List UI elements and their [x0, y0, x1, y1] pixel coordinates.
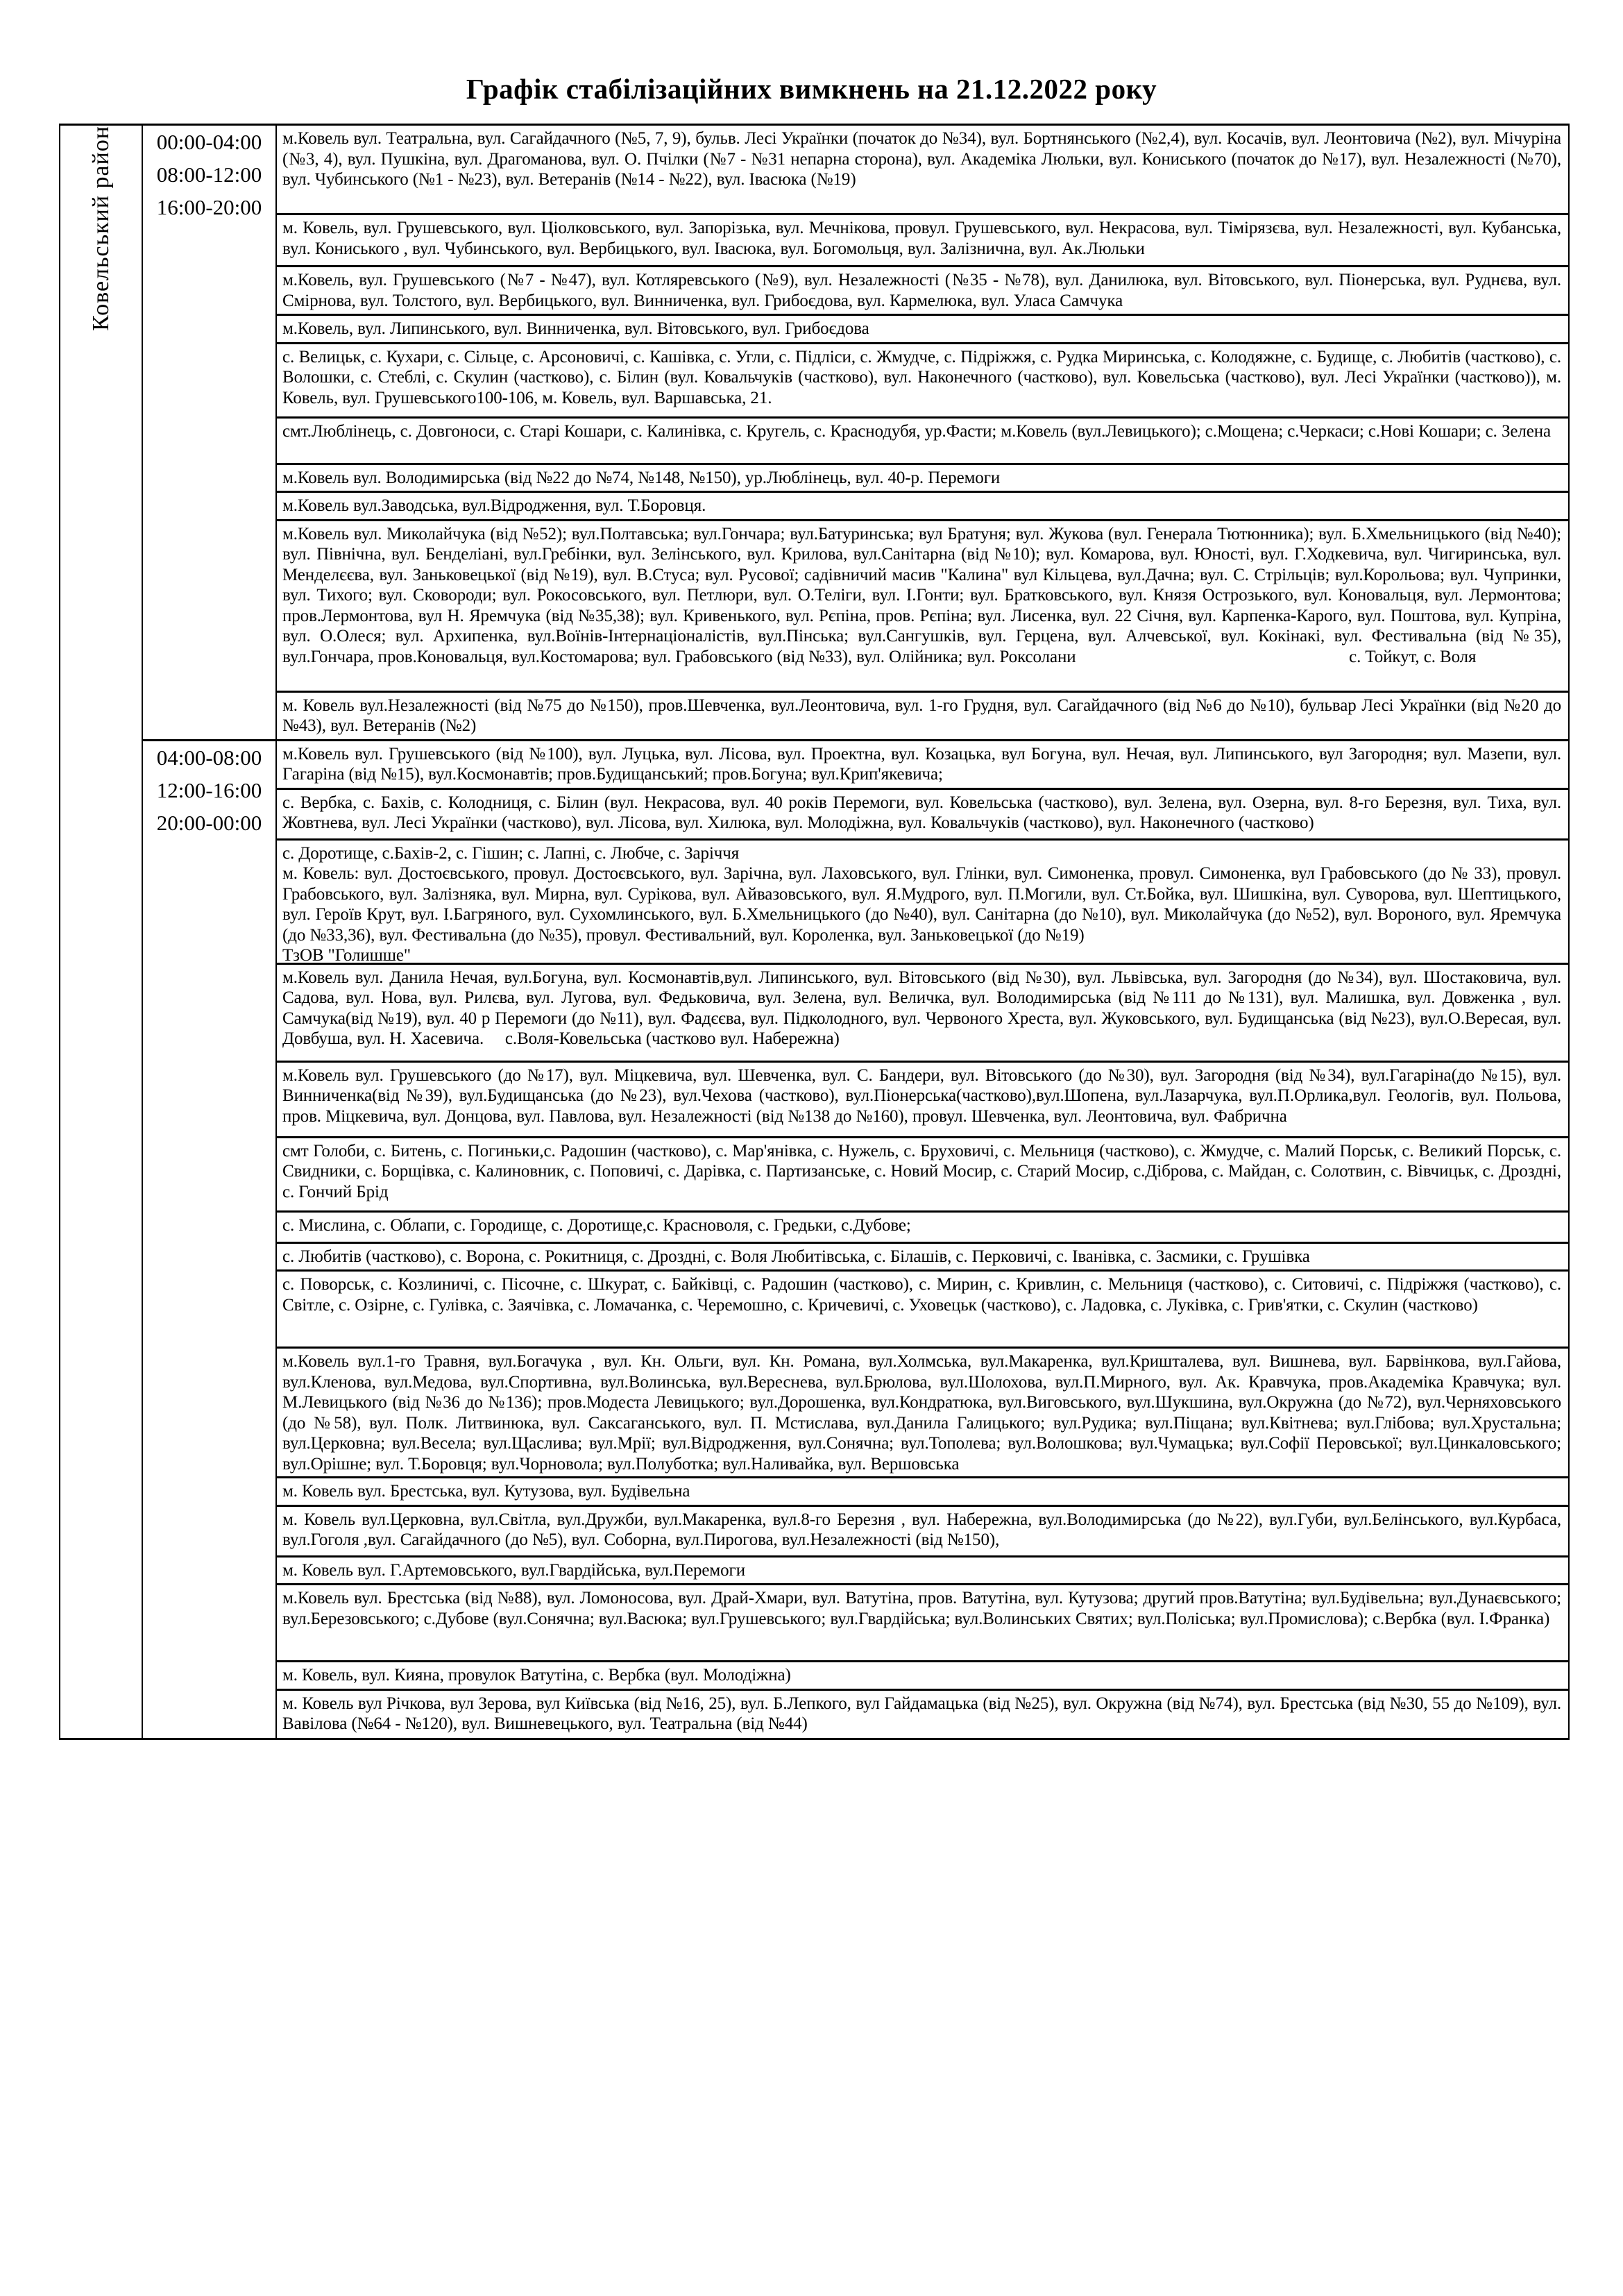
- outage-row: [60, 1478, 1569, 1506]
- outage-row: [60, 740, 1569, 788]
- street-list-part: ТзОВ "Голишше": [282, 946, 411, 963]
- outage-row: [60, 963, 1569, 1061]
- street-list-part: м. Ковель: вул. Достоєвського, провул. Достоєвського, вул. Зарічна, вул. Лаховського, вул. Глінки, вул. Симоненка, провул. Симоненка, вул Грабовського (до № 33), провул. Грабовського, вул. Залізняка, вул. Мирна, вул. Сурікова, вул. Айвазовського, вул. Я.Мудрого, вул. П.Могили, вул. Ст.Бойка, вул. Шишкіна, вул. Суворова, вул. Шептицького, вул. Героїв Крут, вул. І.Багряного, вул. Сухомлинського, вул. Б.Хмельницького (до №40), вул. Санітарна (до №10), вул. Миколайчука (до №52), вул. Вороного, вул. Яремчука (до №33,36), вул. Фестивальна (до №35), провул. Фестивальний, вул. Короленка, вул. Заньковецької (до №19): [282, 864, 1561, 945]
- page-title: Графік стабілізаційних вимкнень на 21.12.2022 року: [466, 73, 1157, 105]
- street-list: смт.Люблінець, с. Довгоноси, с. Старі Кошари, с. Калинівка, с. Кругель, с. Краснодубя, ур.Фасти; м.Ковель (вул.Левицького); с.Мощена; с.Черкаси; с.Нові Кошари; с. Зелена: [282, 421, 1552, 441]
- street-list: м. Ковель вул.Незалежності (від №75 до №150), пров.Шевченка, вул.Леонтовича, вул. 1-го Грудня, вул. Сагайдачного (від №6 до №10), бульвар Лесі Українки (від №20 до №43), вул. Ветеранів (№2): [282, 695, 1561, 735]
- outage-row: [60, 1061, 1569, 1137]
- outage-row: [60, 520, 1569, 691]
- outage-row: [60, 492, 1569, 521]
- time-group-2-cell: [142, 740, 276, 1739]
- outage-row: [60, 343, 1569, 417]
- street-list: м.Ковель вул. Театральна, вул. Сагайдачного (№5, 7, 9), бульв. Лесі Українки (початок до №34), вул. Бортнянського (№2,4), вул. Косачів, вул. Леонтовича (№2), вул. Мічуріна (№3, 4), вул. Пушкіна, вул. Драгоманова, вул. О. Пчілки (№7 - №31 непарна сторона), вул. Академіка Люльки, вул. Кониського (початок до №17), вул. Незалежності (№70), вул. Чубинського (№1 - №23), вул. Ветеранів (№14 - №22), вул. Івасюка (№19): [282, 129, 1561, 189]
- street-list: м.Ковель вул.1-го Травня, вул.Богачука , вул. Кн. Ольги, вул. Кн. Романа, вул.Холмська, вул.Макаренка, вул.Кришталева, вул. Вишнева, вул. Барвінкова, вул.Гайова, вул.Кленова, вул.Медова, вул.Спортивна, вул.Волинська, вул.Вереснева, вул.Брюлова, вул.Шолохова, вул.П.Мирного, вул. Ак. Кравчука, пров.Академіка Кравчука; вул. М.Левицького (від №36 до №136); пров.Модеста Левицького; вул.Дорошенка, вул.Кондратюка, вул.Виговського, вул.Шукшина, вул.Окружна (до №72), вул.Черняховського (до №58), вул. Полк. Литвинюка, вул. Саксаганського, вул. П. Мстислава, вул.Данила Галицького; вул.Рудика; вул.Піщана; вул.Квітнева; вул.Глібова; вул.Хрустальна; вул.Церковна; вул.Весела; вул.Щаслива; вул.Мрії; вул.Відродження, вул.Сонячна; вул.Тополева; вул.Волошкова; вул.Чумацька; вул.Софії Перовської; вул.Цинкаловського; вул.Орішне; вул. Т.Боровця; вул.Чорновола; вул.Полуботка; вул.Наливайка, вул. Вершовська: [282, 1352, 1561, 1474]
- street-list: м.Ковель вул. Данила Нечая, вул.Богуна, вул. Космонавтів,вул. Липинського, вул. Вітовського (від №30), вул. Львівська, вул. Загородня (до №34), вул. Шостаковича, вул. Садова, вул. Нова, вул. Рилєва, вул. Лугова, вул. Федьковича, вул. Зелена, вул. Величка, вул. Володимирська (від №111 до №131), вул. Малишка, вул. Довженка , вул. Самчука(від №19), вул. 40 р Перемоги (до №11), вул. Фадєєва, вул. Підколодного, вул. Червоного Хреста, вул. Жуковського, вул. Будищанська (від №23), вул.О.Вересая, вул. Довбуша, вул. Н. Хасевича. с.Воля-Ковельська (частково вул. Набережна): [282, 968, 1566, 1048]
- outage-row: [60, 1211, 1569, 1242]
- street-list: м.Ковель вул. Грушевського (від №100), вул. Луцька, вул. Лісова, вул. Проектна, вул. Козацька, вул Богуна, вул. Нечая, вул. Липинського, вул Загородня; вул. Мазепи, вул. Гагаріна (від №15), вул.Космонавтів; пров.Будищанський; пров.Богуна; вул.Крип'якевича;: [282, 744, 1561, 784]
- outage-row: [60, 1137, 1569, 1211]
- street-list: с. Поворськ, с. Козлиничі, с. Пісочне, с. Шкурат, с. Байківці, с. Радошин (частково), с. Мирин, с. Кривлин, с. Мельниця (частково), с. Ситовичі, с. Підріжжя (частково), с. Світле, с. Озірне, с. Гулівка, с. Заячівка, с. Ломачанка, с. Черемошно, с. Кричевичі, с. Уховецьк (частково), с. Ладовка, с. Луківка, с. Грив'ятки, с. Скулин (частково): [282, 1275, 1561, 1315]
- outage-row: [60, 1348, 1569, 1478]
- street-list: м.Ковель вул. Миколайчука (від №52); вул.Полтавська; вул.Гончара; вул.Батуринська; вул Братуня; вул. Жукова (вул. Генерала Тютюнника); вул. Б.Хмельницького (від №40); вул. Північна, вул. Бенделіані, вул.Гребінки, вул. Зелінського, вул. Крилова, вул.Санітарна (від №10); вул. Комарова, вул. Юності, вул. Г.Ходкевича, вул. Чигиринська, вул. Менделєєва, вул. Заньковецької (від №19), вул. В.Стуса; вул. Русової; садівничий масив "Калина" вул Кільцева, вул.Дачна; вул. С. Стрільців; вул.Корольова; вул. Чупринки, вул. Тихого; вул. Сковороди; вул. Рокосовського, вул. Петлюри, вул. О.Теліги, вул. І.Гонти; вул. Братковського, вул. Князя Острозького, вул. Коновальця, вул. Лермонтова; пров.Лермонтова, вул Н. Яремчука (від №35,38); вул. Кривенького, вул. Рєпіна, пров. Рєпіна; вул. Лисенка, вул. 22 Січня, вул. Карпенка-Карого, вул. Поштова, вул. Купріна, вул. О.Олеся; вул. Архипенка, вул.Воїнів-Інтернаціоналістів, вул.Пінська; вул.Сангушків, вул. Герцена, вул. Алчевської, вул. Кокінакі, вул. Фестивальна (від №35), вул.Гончара, пров.Коновальця, вул.Костомарова; вул. Грабовського (від №33), вул. Олійника; вул. Роксолани с. Тойкут, с. Воля: [282, 524, 1566, 666]
- outage-row: [60, 1585, 1569, 1662]
- outage-row: [60, 839, 1569, 963]
- street-list: с. Мислина, с. Облапи, с. Городище, с. Доротище,с. Красноволя, с. Гредьки, с.Дубове;: [282, 1215, 911, 1235]
- outage-row: [60, 1689, 1569, 1739]
- district-cell: [60, 125, 142, 1739]
- outage-row: [60, 1505, 1569, 1556]
- outage-row: [60, 1271, 1569, 1348]
- outage-schedule-table: [59, 124, 1570, 1740]
- outage-row: [60, 1662, 1569, 1690]
- street-list: с. Любитів (частково), с. Ворона, с. Рокитниця, с. Дроздні, с. Воля Любитівська, с. Білашів, с. Перковичі, с. Іванівка, с. Засмики, с. Грушівка: [282, 1247, 1310, 1266]
- time-slot: 00:00-04:00: [156, 130, 262, 154]
- outage-row: [60, 1556, 1569, 1585]
- time-slot: 12:00-16:00: [156, 777, 262, 802]
- outage-row: [60, 417, 1569, 464]
- street-list: смт Голоби, с. Битень, с. Погиньки,с. Радошин (частково), с. Мар'янівка, с. Нужель, с. Бруховичі, с. Мельниця (частково), с. Жмудче, с. Малий Порськ, с. Великий Порськ, с. Свидники, с. Борщівка, с. Калиновник, с. Поповичі, с. Дарівка, с. Партизанське, с. Новий Мосир, с. Старий Мосир, с.Діброва, с. Майдан, с. Солотвин, с. Вівчицьк, с. Дроздні, с. Гончий Брід: [282, 1141, 1561, 1201]
- outage-row: [60, 464, 1569, 492]
- street-list: м.Ковель, вул. Липинського, вул. Винниченка, вул. Вітовського, вул. Грибоєдова: [282, 319, 869, 338]
- district-label: Ковельський район: [87, 126, 114, 331]
- street-list: м. Ковель вул. Г.Артемовського, вул.Гвардійська, вул.Перемоги: [282, 1560, 745, 1580]
- street-list: м. Ковель, вул. Кияна, провулок Ватутіна, с. Вербка (вул. Молодіжна): [282, 1666, 791, 1685]
- street-list: м.Ковель вул. Грушевського (до №17), вул. Міцкевича, вул. Шевченка, вул. С. Бандери, вул. Вітовського (до №30), вул. Загородня (від №34), вул.Гагаріна(до №15), вул. Винниченка(від №39), вул.Будищанська (до №23), вул.Чехова (частково), вул.Піонерська(частково),вул.Шопена, вул.Лазарчука, вул.П.Орлика,вул. Геологів, вул. Польова, пров. Міцкевича, вул. Донцова, вул. Павлова, вул. Незалежності (від №138 до №160), провул. Шевченка, вул. Леонтовича, вул. Фабрична: [282, 1065, 1561, 1126]
- street-list: с. Вербка, с. Бахів, с. Колодниця, с. Білин (вул. Некрасова, вул. 40 років Перемоги, вул. Ковельська (частково), вул. Зелена, вул. Озерна, вул. 8-го Березня, вул. Тиха, вул. Жовтнева, вул. Лесі Українки (частково), вул. Лісова, вул. Хилюка, вул. Молодіжна, вул. Ковальчуків (частково), вул. Наконечного (частково): [282, 793, 1561, 832]
- outage-row: [60, 267, 1569, 315]
- outage-row: [60, 315, 1569, 344]
- outage-row: [60, 214, 1569, 267]
- street-list: м.Ковель вул. Володимирська (від №22 до №74, №148, №150), ур.Люблінець, вул. 40-р. Перемоги: [282, 468, 1001, 487]
- outage-row: [60, 788, 1569, 839]
- street-list: м. Ковель вул. Брестська, вул. Кутузова, вул. Будівельна: [282, 1482, 690, 1501]
- time-slot: 16:00-20:00: [156, 195, 262, 219]
- outage-row: [60, 1242, 1569, 1271]
- street-list: м.Ковель вул. Брестська (від №88), вул. Ломоносова, вул. Драй-Хмари, вул. Ватутіна, пров. Ватутіна, вул. Кутузова; другий пров.Ватутіна; вул.Будівельна; вул.Дунаєвського; вул.Березовського; с.Дубове (вул.Сонячна; вул.Васюка; вул.Грушевського; вул.Гвардійська; вул.Волинських Святих; вул.Поліська; вул.Промислова); с.Вербка (вул. І.Франка): [282, 1589, 1561, 1628]
- street-list: м. Ковель вул.Церковна, вул.Світла, вул.Дружби, вул.Макаренка, вул.8-го Березня , вул. Набережна, вул.Володимирська (до №22), вул.Губи, вул.Белінського, вул.Курбаса, вул.Гоголя ,вул. Сагайдачного (до №5), вул. Соборна, вул.Пирогова, вул.Незалежності (від №150),: [282, 1510, 1561, 1549]
- outage-row: [60, 125, 1569, 214]
- street-list: м.Ковель, вул. Грушевського (№7 - №47), вул. Котляревського (№9), вул. Незалежності (№35 - №78), вул. Данилюка, вул. Вітовського, вул. Піонерська, вул. Руднєва, вул. Смірнова, вул. Толстого, вул. Вербицького, вул. Винниченка, вул. Грибоєдова, вул. Кармелюка, вул. Уласа Самчука: [282, 271, 1561, 310]
- street-list: [277, 841, 1568, 963]
- street-list: м. Ковель, вул. Грушевського, вул. Ціолковського, вул. Запорізька, вул. Мечнікова, провул. Грушевського, вул. Некрасова, вул. Тімірязєва, вул. Незалежності, вул. Кубанська, вул. Кониського , вул. Чубинського, вул. Вербицького, вул. Івасюка, вул. Богомольця, вул. Залізнична, вул. Ак.Люльки: [282, 219, 1561, 258]
- street-list: м.Ковель вул.Заводська, вул.Відродження, вул. Т.Боровця.: [282, 496, 706, 515]
- street-list: м. Ковель вул Річкова, вул Зерова, вул Київська (від №16, 25), вул. Б.Лепкого, вул Гайдамацька (від №25), вул. Окружна (від №74), вул. Брестська (від №30, 55 до №109), вул. Вавілова (№64 - №120), вул. Вишневецького, вул. Театральна (від №44): [282, 1694, 1561, 1733]
- street-list: с. Велицьк, с. Кухари, с. Сільце, с. Арсоновичі, с. Кашівка, с. Угли, с. Підліси, с. Жмудче, с. Підріжжя, с. Рудка Миринська, с. Колодяжне, с. Будище, с. Любитів (частково), с. Волошки, с. Стеблі, с. Скулин (частково), с. Білин (вул. Ковальчуків (частково), вул. Наконечного (частково), вул. Ковельська (частково), вул. Лесі Українки (частково)), м. Ковель, вул. Грушевського100-106, м. Ковель, вул. Варшавська, 21.: [282, 347, 1561, 407]
- time-slot: 20:00-00:00: [156, 810, 262, 835]
- time-slot: 04:00-08:00: [156, 745, 262, 770]
- time-group-1-cell: [142, 125, 276, 741]
- outage-row: [60, 691, 1569, 740]
- time-slot: 08:00-12:00: [156, 162, 262, 187]
- street-list-part: с. Доротище, с.Бахів-2, с. Гішин; с. Лапні, с. Любче, с. Заріччя: [282, 843, 740, 863]
